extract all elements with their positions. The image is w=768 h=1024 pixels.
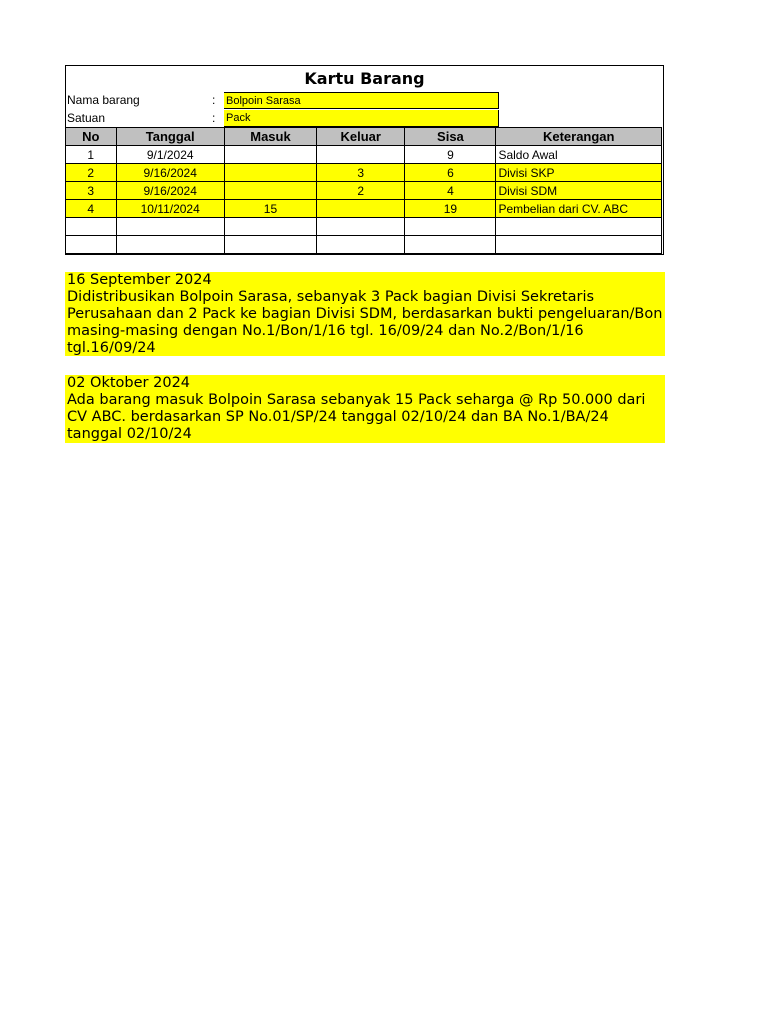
cell-masuk[interactable]: 15 [224, 200, 316, 218]
cell-tanggal[interactable]: 9/1/2024 [116, 146, 224, 164]
cell-no[interactable]: 4 [66, 200, 117, 218]
header-tanggal: Tanggal [116, 128, 224, 146]
cell-masuk[interactable] [224, 236, 316, 254]
stock-table [65, 127, 662, 254]
nama-barang-label: Nama barang [67, 93, 140, 107]
nama-barang-row [66, 91, 499, 109]
cell-no[interactable]: 2 [66, 164, 117, 182]
cell-keterangan[interactable]: Divisi SDM [496, 182, 662, 200]
cell-keterangan[interactable]: Divisi SKP [496, 164, 662, 182]
nama-barang-value[interactable]: Bolpoin Sarasa [224, 92, 499, 109]
kartu-barang-card [65, 65, 664, 255]
header-sisa: Sisa [405, 128, 496, 146]
nama-barang-colon: : [212, 93, 216, 107]
cell-keluar[interactable] [317, 146, 405, 164]
header-no: No [66, 128, 117, 146]
cell-masuk[interactable] [224, 164, 316, 182]
cell-tanggal[interactable]: 9/16/2024 [116, 164, 224, 182]
cell-sisa[interactable]: 6 [405, 164, 496, 182]
cell-sisa[interactable]: 19 [405, 200, 496, 218]
cell-sisa[interactable] [405, 236, 496, 254]
cell-masuk[interactable] [224, 218, 316, 236]
cell-tanggal[interactable]: 9/16/2024 [116, 182, 224, 200]
table-row [66, 146, 662, 164]
satuan-colon: : [212, 111, 216, 125]
cell-keterangan[interactable] [496, 218, 662, 236]
header-masuk: Masuk [224, 128, 316, 146]
note-date: 02 Oktober 2024 [67, 375, 191, 391]
note-date: 16 September 2024 [67, 272, 212, 288]
note-purchase [65, 375, 665, 443]
cell-sisa[interactable] [405, 218, 496, 236]
table-header-row [66, 128, 662, 146]
table-row [66, 164, 662, 182]
cell-masuk[interactable] [224, 146, 316, 164]
cell-masuk[interactable] [224, 182, 316, 200]
header-keterangan: Keterangan [496, 128, 662, 146]
cell-keterangan[interactable] [496, 236, 662, 254]
header-keluar: Keluar [317, 128, 405, 146]
satuan-value[interactable]: Pack [224, 110, 499, 127]
table-row [66, 218, 662, 236]
cell-no[interactable]: 1 [66, 146, 117, 164]
cell-keluar[interactable] [317, 218, 405, 236]
cell-sisa[interactable]: 9 [405, 146, 496, 164]
note-text: Didistribusikan Bolpoin Sarasa, sebanyak 3 Pack bagian Divisi Sekretaris Perusahaan dan 2 Pack ke bagian Divisi SDM, berdasarkan bukti pengeluaran/Bon masing-masing dengan No.1/Bon/1/16 tgl. 16/09/24 dan No.2/Bon/1/16 tgl.16/09/24 [67, 289, 663, 356]
cell-tanggal[interactable] [116, 218, 224, 236]
cell-no[interactable] [66, 236, 117, 254]
cell-keluar[interactable] [317, 200, 405, 218]
note-text: Ada barang masuk Bolpoin Sarasa sebanyak 15 Pack seharga @ Rp 50.000 dari CV ABC. berdasarkan SP No.01/SP/24 tanggal 02/10/24 dan BA No.1/BA/24 tanggal 02/10/24 [67, 392, 646, 442]
table-row [66, 200, 662, 218]
cell-keterangan[interactable]: Saldo Awal [496, 146, 662, 164]
cell-keterangan[interactable]: Pembelian dari CV. ABC [496, 200, 662, 218]
cell-keluar[interactable] [317, 236, 405, 254]
table-row [66, 182, 662, 200]
note-distribution [65, 272, 665, 356]
satuan-label: Satuan [67, 111, 106, 125]
cell-no[interactable] [66, 218, 117, 236]
cell-tanggal[interactable] [116, 236, 224, 254]
cell-keluar[interactable]: 2 [317, 182, 405, 200]
card-title: Kartu Barang [304, 69, 425, 88]
cell-no[interactable]: 3 [66, 182, 117, 200]
satuan-row [66, 109, 499, 127]
cell-keluar[interactable]: 3 [317, 164, 405, 182]
cell-tanggal[interactable]: 10/11/2024 [116, 200, 224, 218]
table-row [66, 236, 662, 254]
cell-sisa[interactable]: 4 [405, 182, 496, 200]
